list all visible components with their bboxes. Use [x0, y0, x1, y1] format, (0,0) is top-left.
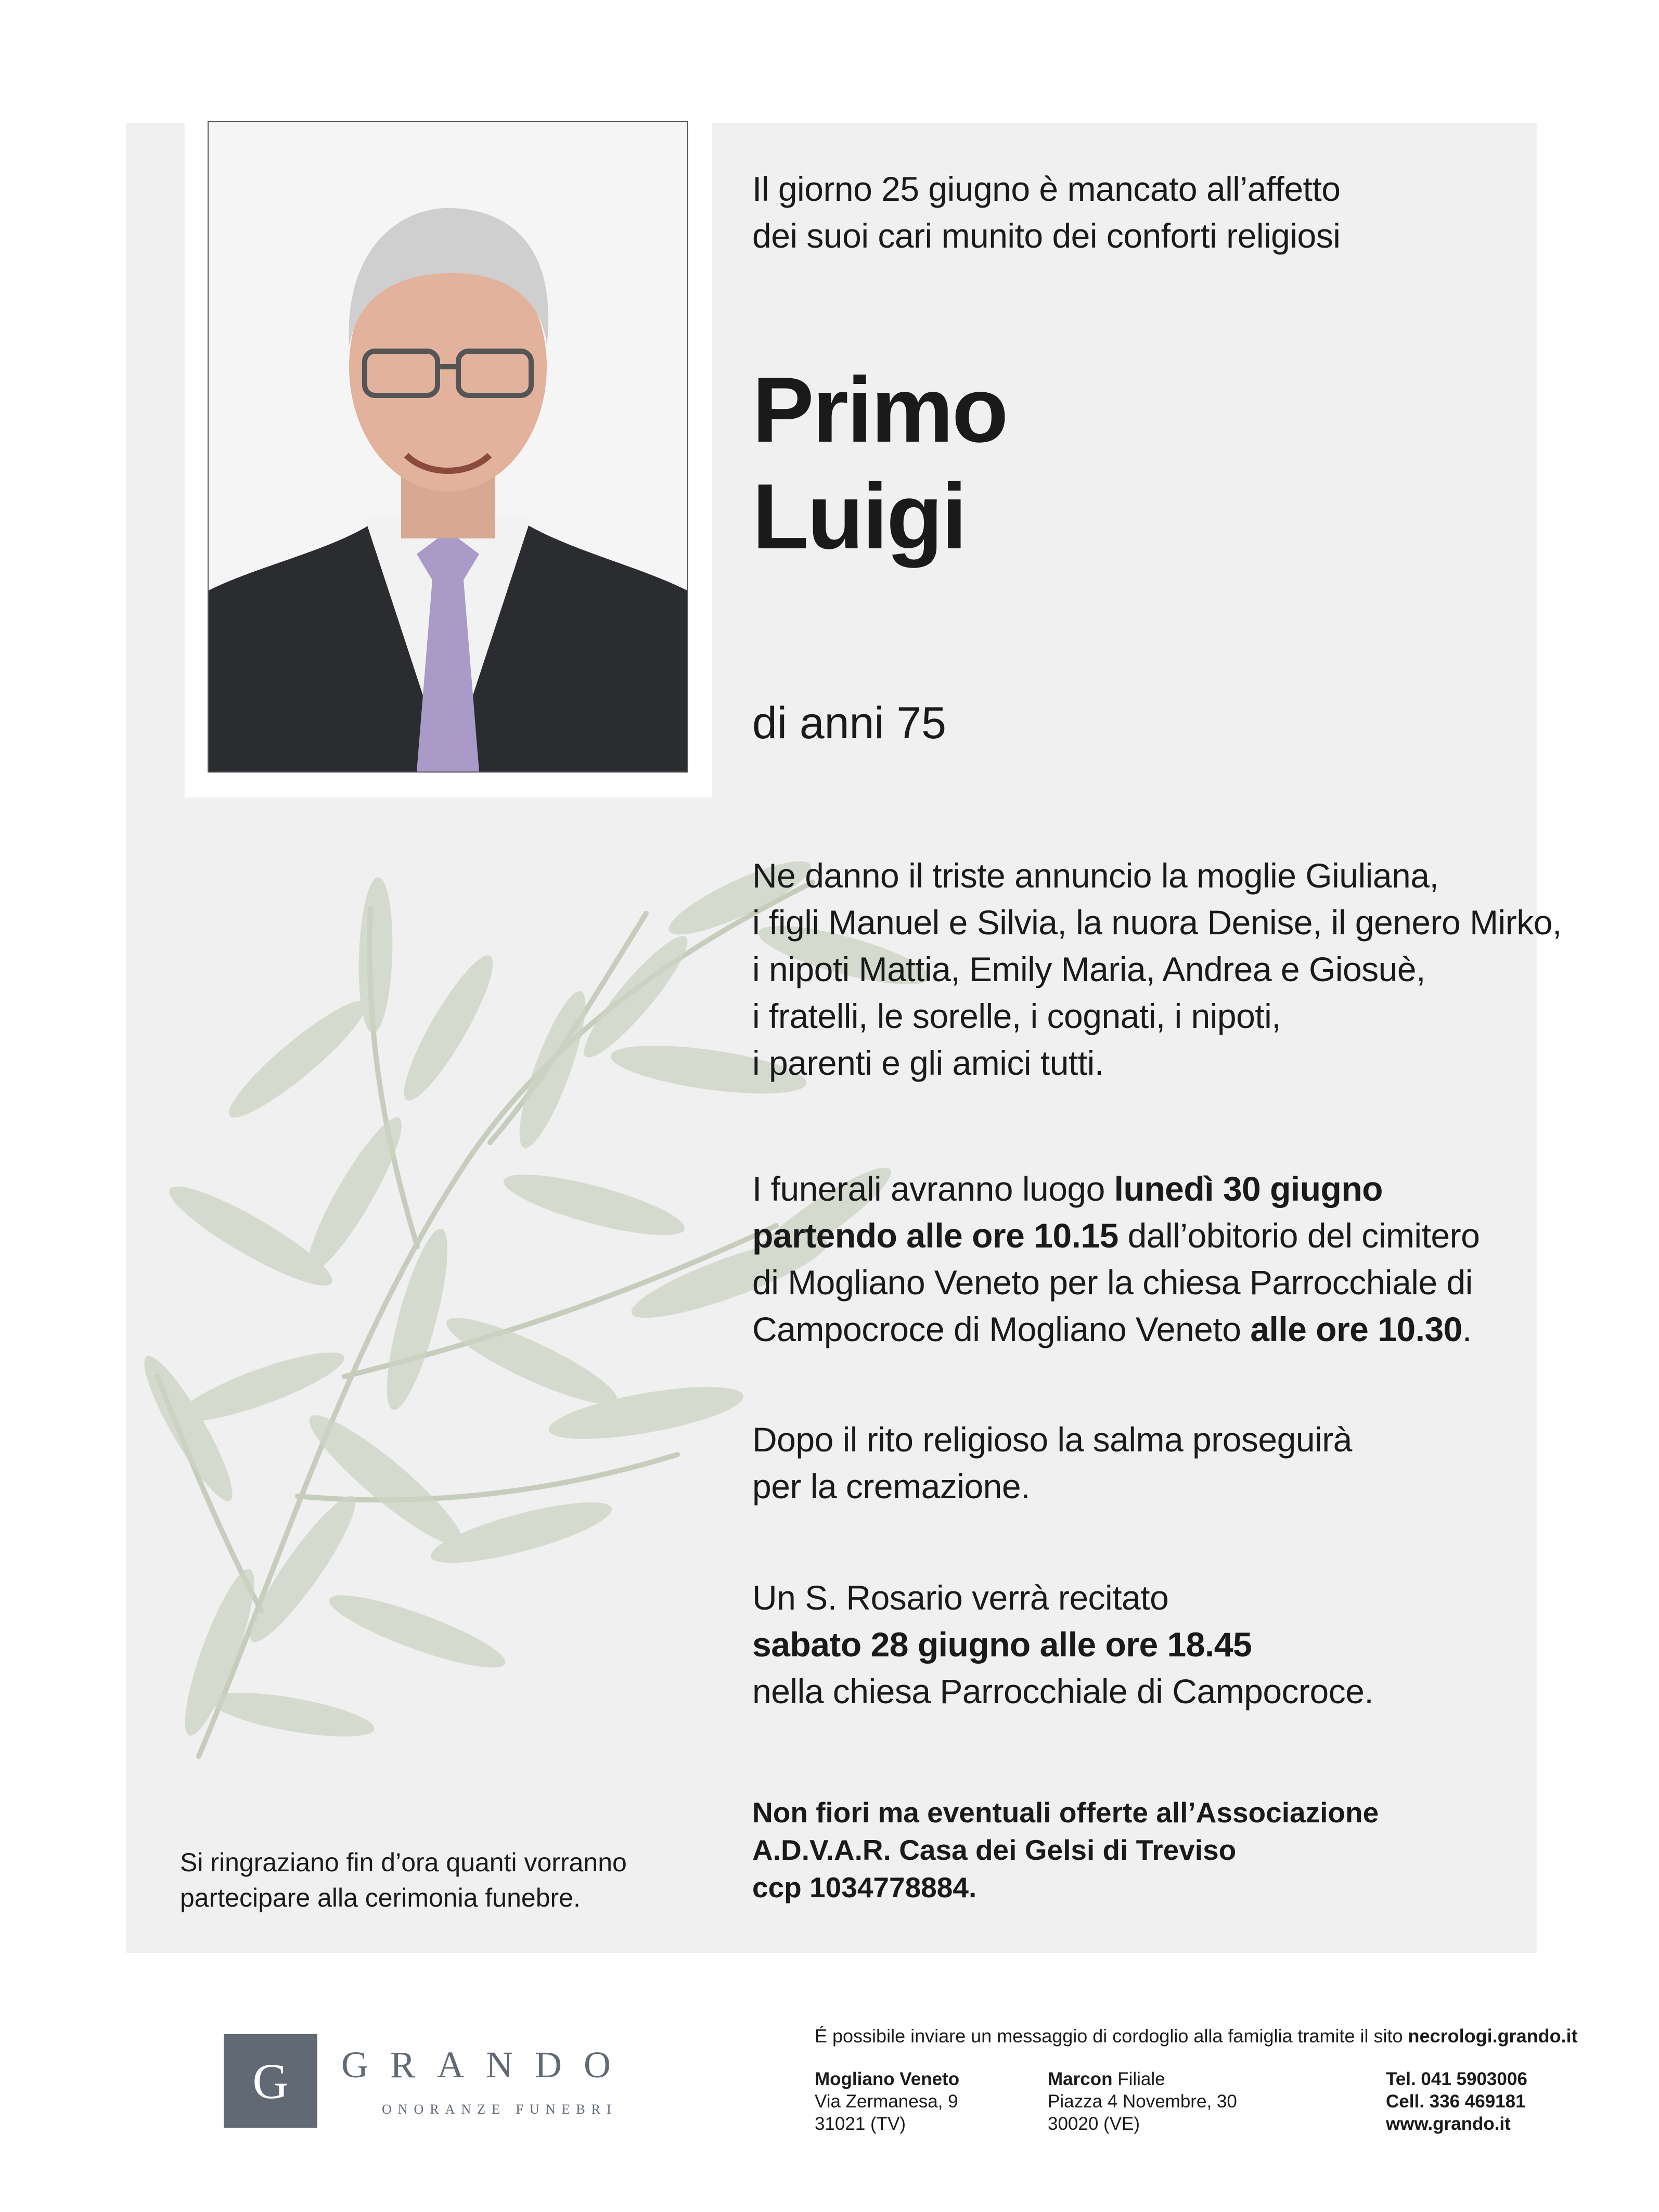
- logo-letter: G: [252, 2053, 289, 2109]
- first-name: Primo: [752, 358, 1007, 461]
- intro-text: [752, 165, 1340, 259]
- rite-line: per la cremazione.: [752, 1467, 1030, 1506]
- office-street: Via Zermanesa, 9: [815, 2091, 958, 2112]
- thanks-note: [180, 1845, 627, 1915]
- condolence-site-link[interactable]: necrologi.grando.it: [1408, 2025, 1578, 2047]
- intro-line: dei suoi cari munito dei conforti religiosi: [752, 216, 1341, 255]
- rosary-text: [752, 1574, 1373, 1715]
- donation-note: [752, 1794, 1379, 1906]
- funeral-text: .: [1462, 1310, 1472, 1348]
- contact-info: [1386, 2068, 1527, 2135]
- rosary-line: Un S. Rosario verrà recitato: [752, 1578, 1169, 1617]
- portrait-photo: [208, 121, 688, 773]
- funeral-text: dall’obitorio del cimitero: [1118, 1216, 1480, 1255]
- rosary-line: nella chiesa Parrocchiale di Campocroce.: [752, 1672, 1374, 1711]
- mobile-number[interactable]: Cell. 336 469181: [1386, 2091, 1526, 2112]
- donation-line: A.D.V.A.R. Casa dei Gelsi di Treviso: [752, 1834, 1237, 1866]
- announcement-line: i fratelli, le sorelle, i cognati, i nipoti,: [752, 997, 1281, 1035]
- rosary-date: sabato 28 giugno alle ore 18.45: [752, 1625, 1252, 1664]
- condolence-text: É possibile inviare un messaggio di cordoglio alla famiglia tramite il sito: [815, 2025, 1408, 2047]
- thanks-line: partecipare alla cerimonia funebre.: [180, 1883, 581, 1912]
- grando-logo-icon: [224, 2034, 317, 2128]
- website-link[interactable]: www.grando.it: [1386, 2114, 1511, 2134]
- office-tag: Filiale: [1112, 2069, 1165, 2089]
- last-name: Luigi: [752, 465, 966, 568]
- announcement-line: i nipoti Mattia, Emily Maria, Andrea e Giosuè,: [752, 950, 1425, 988]
- office-marcon: [1048, 2068, 1237, 2135]
- office-city: Marcon: [1048, 2069, 1113, 2089]
- announcement-line: Ne danno il triste annuncio la moglie Giuliana,: [752, 856, 1439, 895]
- funeral-text: di Mogliano Veneto per la chiesa Parrocchiale di: [752, 1263, 1473, 1302]
- funeral-details: [752, 1165, 1480, 1353]
- office-zip: 30020 (VE): [1048, 2114, 1140, 2134]
- office-street: Piazza 4 Novembre, 30: [1048, 2091, 1237, 2112]
- phone-number[interactable]: Tel. 041 5903006: [1386, 2069, 1527, 2089]
- announcement: [752, 852, 1562, 1086]
- announcement-line: i parenti e gli amici tutti.: [752, 1044, 1104, 1082]
- portrait-illustration: [209, 122, 687, 771]
- office-mogliano: [815, 2068, 959, 2135]
- deceased-name: [752, 356, 1007, 570]
- funeral-text: I funerali avranno luogo: [752, 1169, 1114, 1208]
- office-city: Mogliano Veneto: [815, 2069, 960, 2089]
- logo-subtitle: ONORANZE FUNEBRI: [382, 2102, 618, 2117]
- donation-line: Non fiori ma eventuali offerte all’Associazione: [752, 1796, 1379, 1829]
- funeral-departure: partendo alle ore 10.15: [752, 1216, 1118, 1255]
- funeral-date: lunedì 30 giugno: [1114, 1169, 1383, 1208]
- rite-text: [752, 1416, 1352, 1510]
- announcement-line: i figli Manuel e Silvia, la nuora Denise, il genero Mirko,: [752, 903, 1562, 942]
- donation-line: ccp 1034778884.: [752, 1871, 977, 1904]
- age: di anni 75: [752, 698, 946, 748]
- intro-line: Il giorno 25 giugno è mancato all’affetto: [752, 170, 1341, 208]
- condolence-note: [815, 2025, 1578, 2047]
- thanks-line: Si ringraziano fin d’ora quanti vorranno: [180, 1848, 627, 1877]
- funeral-text: Campocroce di Mogliano Veneto: [752, 1310, 1251, 1348]
- office-zip: 31021 (TV): [815, 2114, 906, 2134]
- logo-wordmark: GRANDO: [341, 2044, 633, 2086]
- rite-line: Dopo il rito religioso la salma proseguirà: [752, 1420, 1352, 1459]
- funeral-time: alle ore 10.30: [1250, 1310, 1462, 1348]
